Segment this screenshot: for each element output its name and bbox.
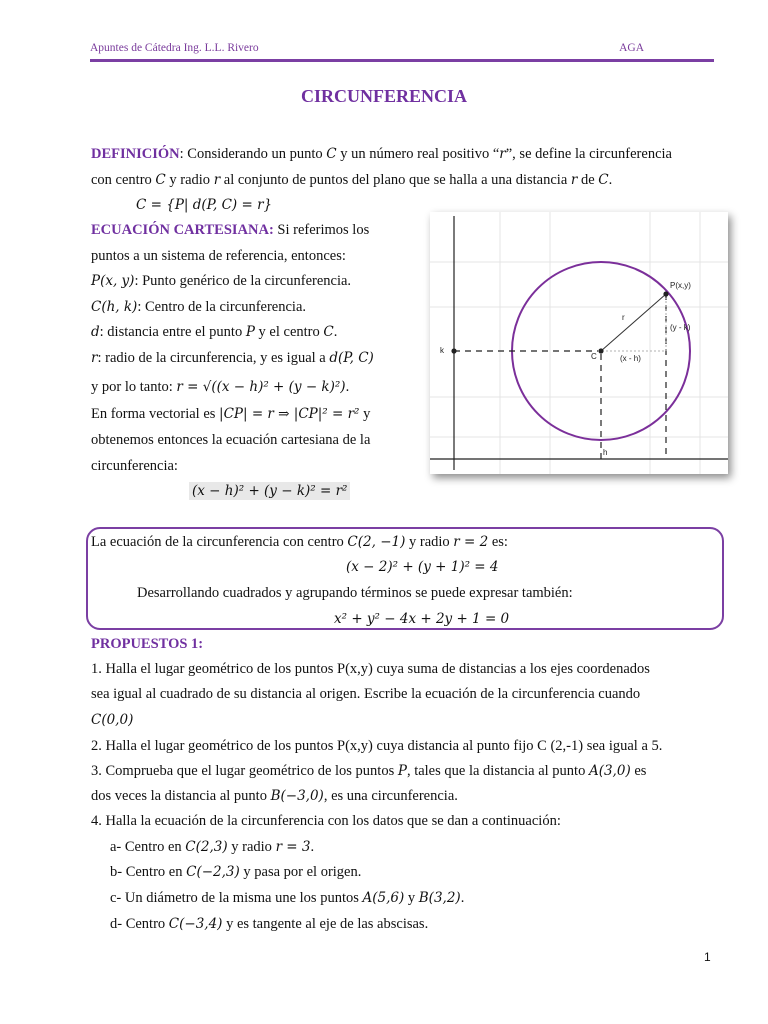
k-point <box>451 348 456 353</box>
proposed-2: 2. Halla el lugar geométrico de los puntos P(x,y) cuya distancia al punto fijo C (2,-1) sea igual a 5. <box>91 738 663 754</box>
proposed-1-line-3: C(0,0) <box>91 712 134 728</box>
cartesian-line-2: puntos a un sistema de referencia, entonces: <box>91 248 346 264</box>
example-line-1: La ecuación de la circunferencia con centro C(2, −1) y radio r = 2 es: <box>91 534 508 550</box>
circle-figure <box>430 212 728 474</box>
cartesian-line-1: ECUACIÓN CARTESIANA: Si referimos los <box>91 222 370 238</box>
label-p: P(x,y) <box>670 281 691 290</box>
label-h: h <box>603 448 608 457</box>
proposed-4: 4. Halla la ecuación de la circunferencia con los datos que se dan a continuación: <box>91 813 561 829</box>
cartesian-line-6: r: radio de la circunferencia, y es igual a d(P, C) <box>91 350 374 366</box>
proposed-3-line-2: dos veces la distancia al punto B(−3,0), es una circunferencia. <box>91 788 458 804</box>
page-number: 1 <box>704 950 711 964</box>
label-r: r <box>622 313 625 322</box>
cartesian-line-7: y por lo tanto: r = √((x − h)² + (y − k)²). <box>91 379 350 395</box>
label-x-h: (x - h) <box>620 354 641 363</box>
proposed-1-line-1: 1. Halla el lugar geométrico de los puntos P(x,y) cuya suma de distancias a los ejes coordenados <box>91 661 650 677</box>
header-right: AGA <box>619 42 644 54</box>
label-y-k: (y - k) <box>670 323 691 332</box>
example-equation-2: x² + y² − 4x + 2y + 1 = 0 <box>334 611 510 627</box>
point-p <box>663 291 668 296</box>
cartesian-line-5: d: distancia entre el punto P y el centro C. <box>91 324 338 340</box>
proposed-1-line-2: sea igual al cuadrado de su distancia al origen. Escribe la ecuación de la circunferencia cuando <box>91 686 641 702</box>
label-c: C <box>591 352 597 361</box>
example-equation-1: (x − 2)² + (y + 1)² = 4 <box>346 559 499 575</box>
proposed-4c: c- Un diámetro de la misma une los puntos A(5,6) y B(3,2). <box>110 890 465 906</box>
example-line-3: Desarrollando cuadrados y agrupando términos se puede expresar también: <box>137 585 573 601</box>
definition-line-2: con centro C y radio r al conjunto de puntos del plano que se halla a una distancia r de C. <box>91 172 613 188</box>
proposed-4d: d- Centro C(−3,4) y es tangente al eje de las abscisas. <box>110 916 429 932</box>
cartesian-equation: (x − h)² + (y − k)² = r² <box>189 482 350 500</box>
cartesian-line-3: P(x, y): Punto genérico de la circunferencia. <box>91 273 352 289</box>
cartesian-line-8: En forma vectorial es |CP| = r ⇒ |CP|² = r² y <box>91 406 371 422</box>
definition-formula: C = {P| d(P, C) = r} <box>136 197 273 213</box>
page-header <box>90 42 714 60</box>
header-left: Apuntes de Cátedra Ing. L.L. Rivero <box>90 42 259 54</box>
proposed-4b: b- Centro en C(−2,3) y pasa por el origen. <box>110 864 362 880</box>
page-title: CIRCUNFERENCIA <box>300 86 467 106</box>
proposed-heading: PROPUESTOS 1: <box>91 636 204 652</box>
definition-line-1: DEFINICIÓN: Considerando un punto C y un número real positivo “r”, se define la circunferencia <box>91 146 672 162</box>
label-k: k <box>440 346 444 355</box>
proposed-4a: a- Centro en C(2,3) y radio r = 3. <box>110 839 315 855</box>
cartesian-line-10: circunferencia: <box>91 458 178 474</box>
header-divider <box>90 59 714 62</box>
radius-line <box>601 294 666 351</box>
circle-diagram <box>430 212 728 474</box>
cartesian-line-9: obtenemos entonces la ecuación cartesiana de la <box>91 432 371 448</box>
center-point <box>598 348 603 353</box>
cartesian-line-4: C(h, k): Centro de la circunferencia. <box>91 299 307 315</box>
proposed-3-line-1: 3. Comprueba que el lugar geométrico de los puntos P, tales que la distancia al punto A(3,0) es <box>91 763 647 779</box>
grid <box>430 212 728 474</box>
